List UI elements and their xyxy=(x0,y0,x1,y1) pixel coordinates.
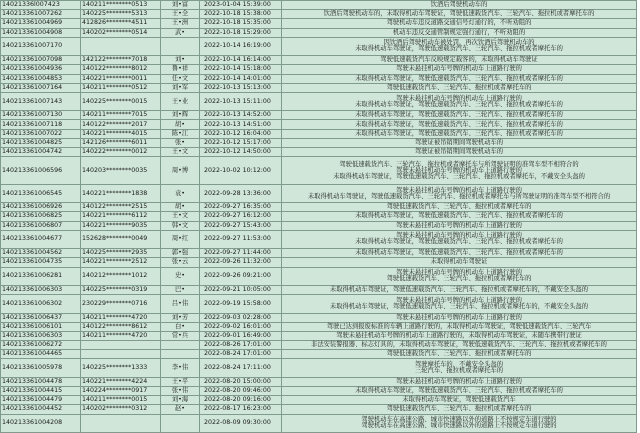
table-row xyxy=(1,157,637,185)
offense-cell: 未取得机动车驾驶证，驾驶低速载货汽车、三轮汽车、拖拉机或者摩托车的 xyxy=(282,212,637,221)
datetime-cell: 2022-09-03 02:28:00 xyxy=(200,313,282,322)
name-cell: 郭•强 xyxy=(161,249,200,258)
offense-cell: 驾驶低速载货汽车、三轮汽车、拖拉机或者摩托车的 xyxy=(282,83,637,92)
id-number-cell: 140202********0514 xyxy=(81,28,161,37)
record-id-cell: 140213361004562 xyxy=(1,249,81,258)
table-row xyxy=(1,212,637,221)
name-cell: 刘•海 xyxy=(161,396,200,405)
name-cell: 胡• xyxy=(161,120,200,129)
id-number-cell: 140221********0011 xyxy=(81,74,161,83)
name-cell: 周•红 xyxy=(161,230,200,248)
table-row xyxy=(1,92,637,110)
datetime-cell: 2022-10-14 16:14:00 xyxy=(200,56,282,65)
name-cell: 常•兵 xyxy=(161,331,200,340)
table-row xyxy=(1,129,637,138)
table-row xyxy=(1,341,637,350)
table-row xyxy=(1,10,637,19)
record-id-cell: 140213361007164 xyxy=(1,83,81,92)
name-cell: 张•伟 xyxy=(161,387,200,396)
datetime-cell: 2022-08-26 17:01:00 xyxy=(200,341,282,350)
name-cell: 张• xyxy=(161,138,200,147)
table-row xyxy=(1,267,637,285)
name-cell: 王•业 xyxy=(161,92,200,110)
id-number-cell: 140122********2017 xyxy=(81,120,161,129)
id-number-cell: 140222********0012 xyxy=(81,148,161,157)
record-id-cell: 140213361007022 xyxy=(1,129,81,138)
name-cell xyxy=(161,37,200,55)
id-number-cell: 142122********7018 xyxy=(81,56,161,65)
name-cell: 王•全 xyxy=(161,10,200,19)
table-row xyxy=(1,37,637,55)
offense-cell: 未取得机动车驾驶证，驾驶低速载货汽车、三轮汽车、拖拉机或者摩托车的 xyxy=(282,387,637,396)
name-cell: 王•平 xyxy=(161,377,200,386)
id-number-cell: 140221********2512 xyxy=(81,258,161,267)
datetime-cell: 2022-10-18 15:38:00 xyxy=(200,10,282,19)
name-cell: 鲁•祥 xyxy=(161,65,200,74)
offense-cell: 驾驶未悬挂机动车号牌的机动车上道路行驶的 未取得机动车驾驶证，驾驶低速载货汽车、三轮汽车、拖拉机或者摩托车与所驾驶证明的准驾车型不相符合的 xyxy=(282,184,637,202)
record-id-cell: 140213361004908 xyxy=(1,28,81,37)
id-number-cell: 140225********0319 xyxy=(81,285,161,294)
id-number-cell: 142126********6011 xyxy=(81,138,161,147)
id-number-cell: 140221********9035 xyxy=(81,221,161,230)
name-cell xyxy=(161,414,200,432)
datetime-cell: 2022-08-20 15:00:00 xyxy=(200,377,282,386)
record-id-cell: 140213361006303 xyxy=(1,331,81,340)
name-cell: 武• xyxy=(161,28,200,37)
record-id-cell: 140213361004415 xyxy=(1,387,81,396)
record-id-cell: 140213361006825 xyxy=(1,212,81,221)
datetime-cell: 2022-10-13 15:13:00 xyxy=(200,83,282,92)
violation-table-body xyxy=(1,1,637,433)
table-row xyxy=(1,203,637,212)
datetime-cell: 2022-09-26 09:21:00 xyxy=(200,267,282,285)
offense-cell: 未取得机动车驾驶证，驾驶低速载货汽车、三轮汽车、拖拉机或者摩托车的 xyxy=(282,120,637,129)
id-number-cell: 140221********4224 xyxy=(81,377,161,386)
offense-cell: 驾驶未悬挂机动车号牌的机动车上道路行驶的 xyxy=(282,313,637,322)
name-cell: 刘•富 xyxy=(161,1,200,10)
table-row xyxy=(1,138,637,147)
offense-cell: 驾驶摩托车的，不戴安全头盔的 三轮汽车、拖拉机或者摩托车的 xyxy=(282,359,637,377)
datetime-cell: 2022-09-21 10:05:00 xyxy=(200,285,282,294)
datetime-cell: 2022-08-09 09:30:00 xyxy=(200,414,282,432)
table-row xyxy=(1,414,637,432)
record-id-cell: 140213361004208 xyxy=(1,414,81,432)
datetime-cell: 2022-10-12 14:50:00 xyxy=(200,148,282,157)
datetime-cell: 2022-08-20 09:46:00 xyxy=(200,387,282,396)
datetime-cell: 2022-09-27 15:43:00 xyxy=(200,221,282,230)
record-id-cell: 140213361004465 xyxy=(1,350,81,359)
name-cell xyxy=(161,341,200,350)
record-id-cell: 140213361006302 xyxy=(1,295,81,313)
datetime-cell: 2022-08-24 17:01:00 xyxy=(200,350,282,359)
table-row xyxy=(1,396,637,405)
record-id-cell: 140213361006303 xyxy=(1,285,81,294)
record-id-cell: 140213361004969 xyxy=(1,19,81,28)
name-cell: 王•洲 xyxy=(161,19,200,28)
table-row xyxy=(1,111,637,120)
offense-cell: 驾驶未悬挂机动车号牌的机动车上道路行驶的 未取得机动车驾驶证，驾驶低速载货汽车、三轮汽车、拖拉机或者摩托车的 xyxy=(282,230,637,248)
record-id-cell: 140213361006596 xyxy=(1,157,81,185)
datetime-cell: 2022-09-28 13:36:00 xyxy=(200,184,282,202)
datetime-cell: 2022-10-14 15:18:00 xyxy=(200,65,282,74)
id-number-cell xyxy=(81,350,161,359)
table-row xyxy=(1,377,637,386)
record-id-cell: 140213361004936 xyxy=(1,65,81,74)
record-id-cell: 140213361004742 xyxy=(1,148,81,157)
record-id-cell: 140213361006101 xyxy=(1,322,81,331)
id-number-cell xyxy=(81,341,161,350)
offense-cell: 饮酒后驾驶机动车的 xyxy=(282,1,637,10)
table-row xyxy=(1,258,637,267)
id-number-cell: 140225********5313 xyxy=(81,10,161,19)
datetime-cell: 2022-10-13 14:51:00 xyxy=(200,120,282,129)
name-cell: 袁• xyxy=(161,184,200,202)
name-cell: 刘• xyxy=(161,56,200,65)
name-cell: 王•文 xyxy=(161,148,200,157)
record-id-cell: 14021336l007423 xyxy=(1,1,81,10)
table-row xyxy=(1,184,637,202)
name-cell: 李•伟 xyxy=(161,359,200,377)
name-cell: 刘•辉 xyxy=(161,111,200,120)
table-row xyxy=(1,74,637,83)
offense-cell: 驾驶机动车违反道路交通信号灯通行的，不听劝阻的 xyxy=(282,19,637,28)
datetime-cell: 2022-08-20 09:16:00 xyxy=(200,396,282,405)
table-row xyxy=(1,322,637,331)
datetime-cell: 2022-09-27 16:35:00 xyxy=(200,203,282,212)
offense-cell: 驾驶未悬挂机动车号牌的机动车上道路行驶的 xyxy=(282,377,637,386)
datetime-cell: 2022-09-02 16:01:00 xyxy=(200,322,282,331)
offense-cell: 驾驶低速载货汽车、三轮汽车、拖拉机或者摩托车的 xyxy=(282,203,637,212)
id-number-cell: 140211********0512 xyxy=(81,83,161,92)
record-id-cell: 140213361006545 xyxy=(1,184,81,202)
name-cell: 王•文 xyxy=(161,212,200,221)
id-number-cell: 140224********0917 xyxy=(81,387,161,396)
record-id-cell: 140213361006926 xyxy=(1,203,81,212)
offense-cell: 驾驶未悬挂机动车号牌的机动车上道路行驶的 xyxy=(282,65,637,74)
table-row xyxy=(1,120,637,129)
offense-cell: 驾驶低速载货汽车、三轮汽车、拖拉机或者摩托车的 xyxy=(282,350,637,359)
table-row xyxy=(1,1,637,10)
id-number-cell: 140211********0513 xyxy=(81,1,161,10)
datetime-cell: 2022-10-14 16:19:00 xyxy=(200,37,282,55)
id-number-cell: 140211********0015 xyxy=(81,396,161,405)
record-id-cell: 140213361004677 xyxy=(1,230,81,248)
record-id-cell: 140213361007143 xyxy=(1,92,81,110)
datetime-cell: 2022-10-18 15:29:00 xyxy=(200,28,282,37)
datetime-cell: 2022-10-12 15:17:00 xyxy=(200,138,282,147)
id-number-cell: 140202********0312 xyxy=(81,405,161,414)
offense-cell: 驾驶证被吊销期间驾驶机动车的 xyxy=(282,138,637,147)
datetime-cell: 2022-10-02 10:12:00 xyxy=(200,157,282,185)
offense-cell: 未取得机动车驾驶证，驾驶低速载货汽车 xyxy=(282,396,637,405)
record-id-cell: 140213361006437 xyxy=(1,313,81,322)
datetime-cell: 2022-10-13 14:52:00 xyxy=(200,111,282,120)
offense-cell: 驾驶未悬挂机动车号牌的机动车上道路行驶的，未取得机动车驾驶证，未随车携带行驶证 xyxy=(282,331,637,340)
offense-cell: 驾驶未悬挂机动车号牌的机动车上道路行驶的 驾驶低速载货汽车、三轮汽车、拖拉机或者摩托车的 xyxy=(282,267,637,285)
datetime-cell: 2022-10-18 15:35:00 xyxy=(200,19,282,28)
datetime-cell: 2023-01-04 15:39:00 xyxy=(200,1,282,10)
id-number-cell: 140225********0015 xyxy=(81,92,161,110)
table-row xyxy=(1,56,637,65)
name-cell: 吕•伟 xyxy=(161,295,200,313)
datetime-cell: 2022-08-17 16:23:00 xyxy=(200,405,282,414)
datetime-cell: 2022-10-13 15:11:00 xyxy=(200,92,282,110)
name-cell: 胡• xyxy=(161,203,200,212)
id-number-cell: 140225********1333 xyxy=(81,359,161,377)
id-number-cell: 140122********8012 xyxy=(81,65,161,74)
datetime-cell: 2022-08-24 17:11:00 xyxy=(200,359,282,377)
datetime-cell: 2022-09-19 15:58:00 xyxy=(200,295,282,313)
id-number-cell: 140221********1838 xyxy=(81,184,161,202)
table-row xyxy=(1,405,637,414)
name-cell: 史• xyxy=(161,267,200,285)
record-id-cell: 140213361005978 xyxy=(1,359,81,377)
table-row xyxy=(1,65,637,74)
offense-cell: 饮酒后驾驶机动车的，未取得机动车驾驶证，驾驶低速载货汽车、三轮汽车、拖拉机或者摩托车的 xyxy=(282,10,637,19)
offense-cell: 驾驶低速载货汽车、三轮汽车、拖拉机或者摩托车与所驾驶证明的准驾车型不相符合的 驾驶未悬挂机动车号牌的机动车上道路行驶的 未取得机动车驾驶证，驾驶低速载货汽车、三轮汽车、拖拉机或者摩托车，不戴安全头盔的 xyxy=(282,157,637,185)
table-row xyxy=(1,249,637,258)
table-row xyxy=(1,28,637,37)
offense-cell: 未取得机动车驾驶证 xyxy=(282,258,637,267)
id-number-cell: 140212********1012 xyxy=(81,267,161,285)
offense-cell: 驾驶证被吊销期间驾驶机动车的 xyxy=(282,148,637,157)
offense-cell: 未取得机动车驾驶证，驾驶低速载货汽车、三轮汽车、拖拉机或者摩托车的 xyxy=(282,129,637,138)
id-number-cell: 140203********0035 xyxy=(81,157,161,185)
name-cell: 白• xyxy=(161,322,200,331)
table-row xyxy=(1,285,637,294)
id-number-cell: 140122********2515 xyxy=(81,203,161,212)
offense-cell: 未取得机动车驾驶证，驾驶低速载货汽车、三轮汽车、拖拉机或者摩托车的 xyxy=(282,111,637,120)
name-cell: 周•博 xyxy=(161,157,200,185)
record-id-cell: 140213361007262 xyxy=(1,10,81,19)
id-number-cell: 140122********8612 xyxy=(81,322,161,331)
datetime-cell: 2022-09-27 16:12:00 xyxy=(200,212,282,221)
name-cell: 陈•江 xyxy=(161,129,200,138)
datetime-cell: 2022-09-27 11:53:00 xyxy=(200,230,282,248)
record-id-cell: 140213361006281 xyxy=(1,267,81,285)
table-row xyxy=(1,148,637,157)
table-row xyxy=(1,350,637,359)
offense-cell: 驾驶未悬挂机动车号牌的机动车上道路行驶的 未取得机动车驾驶证，驾驶低速载货汽车、三轮汽车、拖拉机或者摩托车的，不戴安全头盔的 xyxy=(282,295,637,313)
name-cell: 赵• xyxy=(161,405,200,414)
id-number-cell: 412826********4511 xyxy=(81,19,161,28)
id-number-cell xyxy=(81,37,161,55)
offense-cell: 非法安装警报器、标志灯具的，未取得机动车驾驶证，驾驶低速载货汽车、三轮汽车、拖拉机或者摩托车的 xyxy=(282,341,637,350)
offense-cell: 未取得机动车驾驶证，驾驶低速载货汽车、三轮汽车、拖拉机或者摩托车的 xyxy=(282,74,637,83)
table-row xyxy=(1,313,637,322)
record-id-cell: 140213361006272 xyxy=(1,341,81,350)
record-id-cell: 140213361007098 xyxy=(1,56,81,65)
record-id-cell: 140213361004479 xyxy=(1,396,81,405)
offense-cell: 机动车违反交通管制规定强行通行，不听劝阻的 xyxy=(282,28,637,37)
name-cell: 韩•文 xyxy=(161,221,200,230)
table-row xyxy=(1,295,637,313)
id-number-cell: 140211********7015 xyxy=(81,111,161,120)
name-cell: 刘•芳 xyxy=(161,313,200,322)
table-row xyxy=(1,387,637,396)
id-number-cell xyxy=(81,414,161,432)
offense-cell: 驾驶未悬挂机动车号牌的机动车上道路行驶的 xyxy=(282,221,637,230)
offense-cell: 驾驶机动车在高速公路、城市快速路以外的道路上不按规定车道行驶的 驾驶机动车在高速公路、城市快速路以外的道路上不按规定车道行驶的 xyxy=(282,414,637,432)
offense-cell: 驾驶低速载货汽车反映规定载客的，未取得机动车驾驶证 xyxy=(282,56,637,65)
offense-cell: 因饮酒后驾驶机动车被处罚，再次饮酒后驾驶机动车的 未取得机动车驾驶证，驾驶低速载货汽车、三轮汽车、拖拉机或者摩托车的 xyxy=(282,37,637,55)
record-id-cell: 140213361004825 xyxy=(1,138,81,147)
id-number-cell: 140225********2935 xyxy=(81,249,161,258)
datetime-cell: 2022-09-27 11:44:00 xyxy=(200,249,282,258)
name-cell: 巴• xyxy=(161,285,200,294)
offense-cell: 未取得机动车驾驶证，驾驶低速载货汽车、三轮汽车、拖拉机或者摩托车的 xyxy=(282,249,637,258)
name-cell: 张•云 xyxy=(161,258,200,267)
datetime-cell: 2022-09-01 16:49:00 xyxy=(200,331,282,340)
record-id-cell: 140213361004478 xyxy=(1,377,81,386)
offense-cell: 驾驶已达到报废标准的车辆上道路行驶的，未取得机动车驾驶证，驾驶低速载货汽车、三轮汽车 xyxy=(282,322,637,331)
record-id-cell: 140213361007170 xyxy=(1,37,81,55)
offense-cell: 驾驶低速载货汽车、三轮汽车、拖拉机或者摩托车的 xyxy=(282,405,637,414)
table-row xyxy=(1,83,637,92)
datetime-cell: 2022-10-12 16:04:00 xyxy=(200,129,282,138)
datetime-cell: 2022-10-14 14:01:00 xyxy=(200,74,282,83)
datetime-cell: 2022-09-26 11:32:00 xyxy=(200,258,282,267)
id-number-cell: 152628********0049 xyxy=(81,230,161,248)
id-number-cell: 140211********4720 xyxy=(81,331,161,340)
table-row xyxy=(1,331,637,340)
name-cell: 刘•军 xyxy=(161,83,200,92)
table-row xyxy=(1,359,637,377)
offense-cell: 未取得机动车驾驶证，驾驶低速载货汽车、三轮汽车、拖拉机或者摩托车的，不戴安全头盔的 xyxy=(282,285,637,294)
id-number-cell: 140221********6112 xyxy=(81,212,161,221)
record-id-cell: 140213361004735 xyxy=(1,258,81,267)
table-row xyxy=(1,230,637,248)
id-number-cell: 140211********4720 xyxy=(81,313,161,322)
record-id-cell: 140213361007118 xyxy=(1,120,81,129)
offense-cell: 驾驶未悬挂机动车号牌的机动车上道路行驶的 未取得机动车驾驶证，驾驶低速载货汽车、三轮汽车、拖拉机或者摩托车的 xyxy=(282,92,637,110)
record-id-cell: 140213361006807 xyxy=(1,221,81,230)
id-number-cell: 140221********4015 xyxy=(81,129,161,138)
id-number-cell: 230229********0716 xyxy=(81,295,161,313)
record-id-cell: 140213361007130 xyxy=(1,111,81,120)
record-id-cell: 140213361004452 xyxy=(1,405,81,414)
table-row xyxy=(1,221,637,230)
table-row xyxy=(1,19,637,28)
name-cell xyxy=(161,350,200,359)
name-cell: 任•文 xyxy=(161,74,200,83)
record-id-cell: 140213361004853 xyxy=(1,74,81,83)
